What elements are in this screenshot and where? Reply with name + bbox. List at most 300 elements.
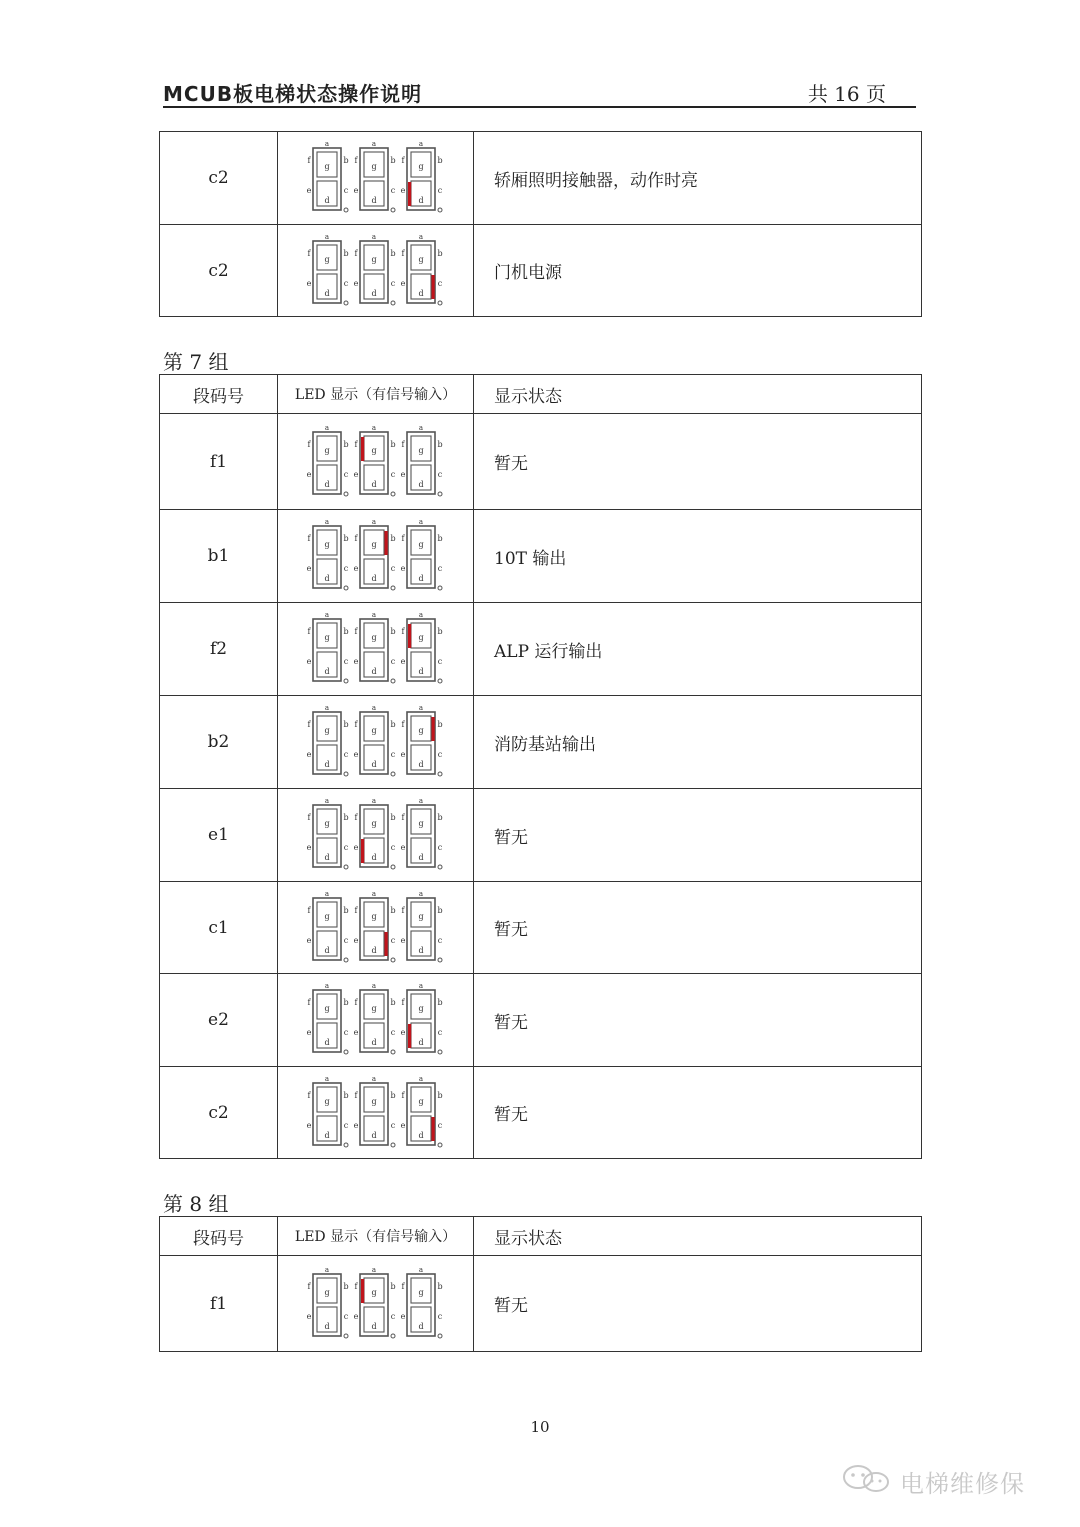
decimal-point bbox=[438, 586, 442, 590]
segment-label-b: b bbox=[342, 627, 349, 636]
segment-label-b: b bbox=[389, 534, 396, 543]
segment-code: c2 bbox=[160, 132, 278, 225]
table-row bbox=[160, 225, 922, 317]
segment-label-f: f bbox=[401, 156, 404, 165]
group-7-title: 第 7 组 bbox=[163, 350, 229, 374]
segment-label-a: a bbox=[324, 797, 329, 805]
digit-0 bbox=[306, 1075, 348, 1147]
segment-label-c: c bbox=[437, 1311, 442, 1321]
status-text: 10T 输出 bbox=[474, 510, 922, 603]
status-text: 暂无 bbox=[474, 414, 922, 510]
segment-label-a: a bbox=[324, 140, 329, 148]
segment-label-e: e bbox=[306, 1311, 311, 1321]
lit-segment-b bbox=[431, 717, 434, 741]
decimal-point bbox=[344, 865, 348, 869]
segment-label-d: d bbox=[417, 945, 424, 955]
decimal-point bbox=[438, 208, 442, 212]
decimal-point bbox=[438, 679, 442, 683]
seven-segment-display bbox=[301, 138, 451, 218]
segment-label-c: c bbox=[437, 469, 442, 479]
segment-label-f: f bbox=[307, 813, 310, 822]
wechat-icon bbox=[838, 1462, 900, 1500]
digit-1 bbox=[353, 982, 395, 1054]
seven-segment-display bbox=[301, 888, 451, 968]
decimal-point bbox=[438, 1050, 442, 1054]
segment-label-b: b bbox=[436, 156, 443, 165]
segment-label-f: f bbox=[307, 156, 310, 165]
segment-label-b: b bbox=[389, 720, 396, 729]
digit-2 bbox=[400, 890, 442, 962]
segment-label-g: g bbox=[323, 1004, 330, 1013]
group-8-title: 第 8 组 bbox=[163, 1192, 229, 1216]
segment-label-b: b bbox=[389, 813, 396, 822]
segment-label-b: b bbox=[342, 998, 349, 1007]
status-text: 暂无 bbox=[474, 974, 922, 1067]
lit-segment-f bbox=[361, 1279, 364, 1303]
segment-label-f: f bbox=[354, 905, 357, 915]
segment-label-d: d bbox=[370, 945, 377, 955]
lit-segment-c bbox=[431, 1117, 434, 1141]
table-group-8 bbox=[159, 1216, 922, 1352]
header-led: LED 显示（有信号输入） bbox=[278, 375, 474, 414]
segment-label-d: d bbox=[417, 1038, 424, 1047]
segment-label-e: e bbox=[400, 186, 405, 195]
digit-2 bbox=[400, 233, 442, 305]
decimal-point bbox=[391, 865, 395, 869]
table-header-row bbox=[160, 1217, 922, 1256]
segment-label-c: c bbox=[437, 278, 442, 288]
segment-label-f: f bbox=[354, 439, 357, 449]
segment-label-g: g bbox=[370, 633, 377, 642]
segment-label-e: e bbox=[400, 1120, 405, 1130]
segment-label-d: d bbox=[417, 288, 424, 298]
status-text: 暂无 bbox=[474, 1256, 922, 1352]
segment-label-b: b bbox=[436, 905, 443, 915]
seven-segment-display bbox=[301, 702, 451, 782]
table-row bbox=[160, 603, 922, 696]
segment-label-f: f bbox=[401, 627, 404, 636]
segment-label-d: d bbox=[370, 1130, 377, 1140]
segment-label-g: g bbox=[323, 1096, 330, 1106]
seven-segment-display bbox=[301, 795, 451, 875]
segment-label-b: b bbox=[436, 813, 443, 822]
lit-segment-b bbox=[384, 531, 387, 555]
segment-label-c: c bbox=[343, 564, 348, 573]
segment-label-e: e bbox=[306, 935, 311, 945]
segment-label-e: e bbox=[306, 469, 311, 479]
decimal-point bbox=[344, 1334, 348, 1338]
digit-2 bbox=[400, 611, 442, 683]
segment-label-d: d bbox=[417, 1130, 424, 1140]
segment-label-e: e bbox=[306, 564, 311, 573]
segment-code: f1 bbox=[160, 414, 278, 510]
table-row bbox=[160, 510, 922, 603]
segment-label-f: f bbox=[307, 248, 310, 258]
segment-label-c: c bbox=[343, 469, 348, 479]
lit-segment-c bbox=[431, 275, 434, 299]
segment-label-a: a bbox=[371, 1074, 376, 1083]
led-display bbox=[278, 1067, 474, 1159]
digit-1 bbox=[353, 233, 395, 305]
segment-label-g: g bbox=[370, 445, 377, 455]
decimal-point bbox=[438, 865, 442, 869]
segment-label-a: a bbox=[324, 1265, 329, 1274]
segment-label-f: f bbox=[354, 534, 357, 543]
segment-label-e: e bbox=[353, 1311, 358, 1321]
segment-label-c: c bbox=[343, 750, 348, 759]
table-row bbox=[160, 132, 922, 225]
segment-label-g: g bbox=[417, 633, 424, 642]
decimal-point bbox=[391, 958, 395, 962]
segment-label-c: c bbox=[343, 935, 348, 945]
segment-label-f: f bbox=[354, 156, 357, 165]
segment-code: f2 bbox=[160, 603, 278, 696]
segment-label-f: f bbox=[401, 998, 404, 1007]
lit-segment-e bbox=[361, 839, 364, 863]
segment-label-b: b bbox=[389, 1281, 396, 1291]
segment-label-b: b bbox=[389, 439, 396, 449]
segment-label-a: a bbox=[371, 797, 376, 805]
segment-label-g: g bbox=[370, 726, 377, 735]
digit-2 bbox=[400, 1266, 442, 1338]
segment-label-c: c bbox=[437, 657, 442, 666]
segment-label-e: e bbox=[353, 750, 358, 759]
segment-code: c1 bbox=[160, 882, 278, 974]
led-display bbox=[278, 132, 474, 225]
segment-label-c: c bbox=[437, 564, 442, 573]
segment-label-f: f bbox=[354, 998, 357, 1007]
segment-label-e: e bbox=[353, 657, 358, 666]
header-code: 段码号 bbox=[160, 375, 278, 414]
digit-0 bbox=[306, 704, 348, 776]
segment-label-d: d bbox=[323, 288, 330, 298]
digit-0 bbox=[306, 890, 348, 962]
segment-label-b: b bbox=[436, 998, 443, 1007]
segment-code: e2 bbox=[160, 974, 278, 1067]
segment-label-b: b bbox=[389, 1090, 396, 1100]
segment-label-b: b bbox=[436, 720, 443, 729]
segment-label-e: e bbox=[306, 1120, 311, 1130]
digit-2 bbox=[400, 704, 442, 776]
segment-label-g: g bbox=[417, 254, 424, 264]
seven-segment-display bbox=[301, 1264, 451, 1344]
segment-label-a: a bbox=[371, 232, 376, 241]
segment-label-e: e bbox=[400, 750, 405, 759]
seven-segment-display bbox=[301, 980, 451, 1060]
table-group-7 bbox=[159, 374, 922, 1159]
segment-label-g: g bbox=[323, 1287, 330, 1297]
segment-label-c: c bbox=[390, 469, 395, 479]
digit-1 bbox=[353, 797, 395, 869]
segment-label-e: e bbox=[353, 278, 358, 288]
segment-label-c: c bbox=[390, 186, 395, 195]
segment-label-e: e bbox=[353, 843, 358, 852]
segment-label-a: a bbox=[371, 982, 376, 990]
segment-label-c: c bbox=[343, 657, 348, 666]
segment-label-d: d bbox=[323, 1321, 330, 1331]
segment-label-a: a bbox=[324, 518, 329, 526]
segment-label-g: g bbox=[323, 445, 330, 455]
status-text: ALP 运行输出 bbox=[474, 603, 922, 696]
digit-0 bbox=[306, 424, 348, 496]
segment-label-c: c bbox=[390, 1311, 395, 1321]
segment-label-a: a bbox=[371, 140, 376, 148]
segment-label-c: c bbox=[437, 750, 442, 759]
segment-label-a: a bbox=[371, 704, 376, 712]
digit-1 bbox=[353, 140, 395, 212]
segment-label-a: a bbox=[324, 232, 329, 241]
segment-label-d: d bbox=[370, 479, 377, 489]
segment-label-b: b bbox=[342, 720, 349, 729]
segment-label-e: e bbox=[400, 1311, 405, 1321]
segment-label-a: a bbox=[371, 889, 376, 898]
segment-label-f: f bbox=[307, 1090, 310, 1100]
segment-label-f: f bbox=[354, 627, 357, 636]
segment-label-e: e bbox=[400, 657, 405, 666]
segment-label-c: c bbox=[437, 935, 442, 945]
segment-label-c: c bbox=[437, 1028, 442, 1037]
segment-label-e: e bbox=[353, 564, 358, 573]
segment-label-a: a bbox=[418, 140, 423, 148]
segment-label-f: f bbox=[401, 720, 404, 729]
lit-segment-f bbox=[361, 437, 364, 461]
seven-segment-display bbox=[301, 231, 451, 311]
segment-label-b: b bbox=[436, 439, 443, 449]
segment-label-d: d bbox=[370, 1038, 377, 1047]
segment-label-f: f bbox=[354, 248, 357, 258]
led-display bbox=[278, 974, 474, 1067]
segment-label-a: a bbox=[418, 518, 423, 526]
segment-label-c: c bbox=[343, 843, 348, 852]
segment-label-f: f bbox=[401, 1090, 404, 1100]
segment-code: f1 bbox=[160, 1256, 278, 1352]
digit-1 bbox=[353, 518, 395, 590]
segment-label-d: d bbox=[323, 479, 330, 489]
decimal-point bbox=[438, 301, 442, 305]
status-text: 门机电源 bbox=[474, 225, 922, 317]
segment-label-g: g bbox=[417, 445, 424, 455]
segment-label-e: e bbox=[306, 750, 311, 759]
segment-label-c: c bbox=[390, 1028, 395, 1037]
segment-code: c2 bbox=[160, 1067, 278, 1159]
segment-label-e: e bbox=[400, 843, 405, 852]
segment-label-e: e bbox=[353, 935, 358, 945]
table-top bbox=[159, 131, 922, 317]
segment-label-a: a bbox=[371, 1265, 376, 1274]
decimal-point bbox=[344, 772, 348, 776]
status-text: 轿厢照明接触器，动作时亮 bbox=[474, 132, 922, 225]
segment-label-b: b bbox=[342, 156, 349, 165]
segment-label-c: c bbox=[343, 1120, 348, 1130]
segment-label-d: d bbox=[323, 1130, 330, 1140]
header-status: 显示状态 bbox=[474, 375, 922, 414]
status-text: 消防基站输出 bbox=[474, 696, 922, 789]
segment-label-d: d bbox=[417, 1321, 424, 1331]
segment-label-e: e bbox=[353, 186, 358, 195]
segment-label-a: a bbox=[324, 611, 329, 619]
seven-segment-display bbox=[301, 1073, 451, 1153]
table-row bbox=[160, 789, 922, 882]
segment-label-g: g bbox=[417, 911, 424, 921]
digit-0 bbox=[306, 233, 348, 305]
segment-label-a: a bbox=[371, 518, 376, 526]
segment-label-c: c bbox=[390, 1120, 395, 1130]
segment-label-b: b bbox=[389, 627, 396, 636]
segment-label-g: g bbox=[417, 1096, 424, 1106]
segment-label-e: e bbox=[400, 1028, 405, 1037]
lit-segment-e bbox=[408, 182, 411, 206]
decimal-point bbox=[344, 586, 348, 590]
segment-label-b: b bbox=[342, 534, 349, 543]
decimal-point bbox=[391, 679, 395, 683]
digit-0 bbox=[306, 611, 348, 683]
segment-label-a: a bbox=[324, 704, 329, 712]
watermark-text: 电梯维修保 bbox=[900, 1469, 1025, 1498]
lit-segment-e bbox=[408, 1024, 411, 1048]
segment-label-c: c bbox=[343, 278, 348, 288]
segment-label-a: a bbox=[371, 423, 376, 432]
segment-label-f: f bbox=[401, 534, 404, 543]
document-title: MCUB板电梯状态操作说明 bbox=[163, 82, 423, 106]
segment-label-e: e bbox=[400, 564, 405, 573]
digit-0 bbox=[306, 982, 348, 1054]
segment-label-a: a bbox=[418, 889, 423, 898]
segment-label-d: d bbox=[323, 574, 330, 583]
segment-label-f: f bbox=[354, 720, 357, 729]
segment-label-g: g bbox=[323, 254, 330, 264]
segment-label-b: b bbox=[342, 813, 349, 822]
segment-label-c: c bbox=[343, 186, 348, 195]
segment-label-g: g bbox=[323, 726, 330, 735]
decimal-point bbox=[438, 1334, 442, 1338]
segment-label-c: c bbox=[437, 1120, 442, 1130]
segment-label-b: b bbox=[389, 248, 396, 258]
segment-label-e: e bbox=[353, 469, 358, 479]
table-row bbox=[160, 1067, 922, 1159]
segment-label-e: e bbox=[306, 186, 311, 195]
segment-label-f: f bbox=[354, 813, 357, 822]
segment-label-f: f bbox=[307, 1281, 310, 1291]
segment-label-e: e bbox=[306, 843, 311, 852]
segment-label-a: a bbox=[324, 889, 329, 898]
digit-2 bbox=[400, 518, 442, 590]
segment-label-c: c bbox=[390, 750, 395, 759]
segment-label-a: a bbox=[418, 704, 423, 712]
segment-label-f: f bbox=[307, 627, 310, 636]
table-row bbox=[160, 974, 922, 1067]
segment-label-b: b bbox=[342, 905, 349, 915]
segment-label-d: d bbox=[323, 945, 330, 955]
segment-label-d: d bbox=[370, 1321, 377, 1331]
seven-segment-display bbox=[301, 422, 451, 502]
segment-label-d: d bbox=[417, 479, 424, 489]
segment-label-b: b bbox=[342, 1090, 349, 1100]
segment-label-b: b bbox=[389, 905, 396, 915]
segment-label-d: d bbox=[417, 760, 424, 769]
table-row bbox=[160, 414, 922, 510]
table-row bbox=[160, 696, 922, 789]
segment-label-d: d bbox=[370, 760, 377, 769]
segment-label-a: a bbox=[418, 611, 423, 619]
segment-label-c: c bbox=[390, 278, 395, 288]
segment-label-a: a bbox=[418, 423, 423, 432]
decimal-point bbox=[391, 492, 395, 496]
page-count: 共 16 页 bbox=[807, 82, 886, 106]
segment-label-b: b bbox=[389, 156, 396, 165]
decimal-point bbox=[344, 958, 348, 962]
segment-label-f: f bbox=[401, 439, 404, 449]
segment-label-f: f bbox=[401, 1281, 404, 1291]
segment-label-b: b bbox=[436, 1281, 443, 1291]
segment-label-c: c bbox=[437, 843, 442, 852]
digit-1 bbox=[353, 1266, 395, 1338]
decimal-point bbox=[344, 301, 348, 305]
segment-label-a: a bbox=[418, 1074, 423, 1083]
segment-label-b: b bbox=[436, 627, 443, 636]
segment-label-g: g bbox=[417, 819, 424, 828]
digit-2 bbox=[400, 1075, 442, 1147]
segment-label-e: e bbox=[353, 1028, 358, 1037]
page-header bbox=[163, 78, 916, 108]
segment-label-d: d bbox=[370, 667, 377, 676]
segment-label-f: f bbox=[401, 905, 404, 915]
lit-segment-f bbox=[408, 624, 411, 648]
digit-2 bbox=[400, 424, 442, 496]
segment-label-f: f bbox=[401, 248, 404, 258]
segment-label-c: c bbox=[437, 186, 442, 195]
segment-label-d: d bbox=[323, 853, 330, 862]
decimal-point bbox=[438, 1143, 442, 1147]
segment-label-a: a bbox=[324, 1074, 329, 1083]
segment-label-g: g bbox=[370, 1004, 377, 1013]
digit-2 bbox=[400, 797, 442, 869]
segment-label-d: d bbox=[370, 288, 377, 298]
digit-1 bbox=[353, 424, 395, 496]
segment-label-c: c bbox=[343, 1028, 348, 1037]
segment-label-f: f bbox=[307, 905, 310, 915]
segment-label-g: g bbox=[417, 1004, 424, 1013]
led-display bbox=[278, 789, 474, 882]
segment-label-f: f bbox=[307, 534, 310, 543]
page-number: 10 bbox=[530, 1418, 550, 1436]
decimal-point bbox=[344, 208, 348, 212]
segment-label-f: f bbox=[354, 1090, 357, 1100]
segment-code: c2 bbox=[160, 225, 278, 317]
digit-1 bbox=[353, 890, 395, 962]
header-status: 显示状态 bbox=[474, 1217, 922, 1256]
segment-label-c: c bbox=[390, 657, 395, 666]
status-text: 暂无 bbox=[474, 1067, 922, 1159]
segment-label-f: f bbox=[307, 439, 310, 449]
digit-0 bbox=[306, 518, 348, 590]
segment-label-c: c bbox=[390, 564, 395, 573]
segment-label-e: e bbox=[306, 657, 311, 666]
decimal-point bbox=[344, 492, 348, 496]
segment-label-g: g bbox=[417, 1287, 424, 1297]
seven-segment-display bbox=[301, 609, 451, 689]
digit-1 bbox=[353, 704, 395, 776]
decimal-point bbox=[391, 1143, 395, 1147]
segment-label-e: e bbox=[400, 469, 405, 479]
segment-label-d: d bbox=[417, 667, 424, 676]
segment-label-f: f bbox=[354, 1281, 357, 1291]
segment-label-b: b bbox=[342, 248, 349, 258]
segment-label-g: g bbox=[417, 162, 424, 171]
lit-segment-c bbox=[384, 932, 387, 956]
segment-label-a: a bbox=[371, 611, 376, 619]
segment-label-g: g bbox=[370, 1096, 377, 1106]
segment-code: b2 bbox=[160, 696, 278, 789]
